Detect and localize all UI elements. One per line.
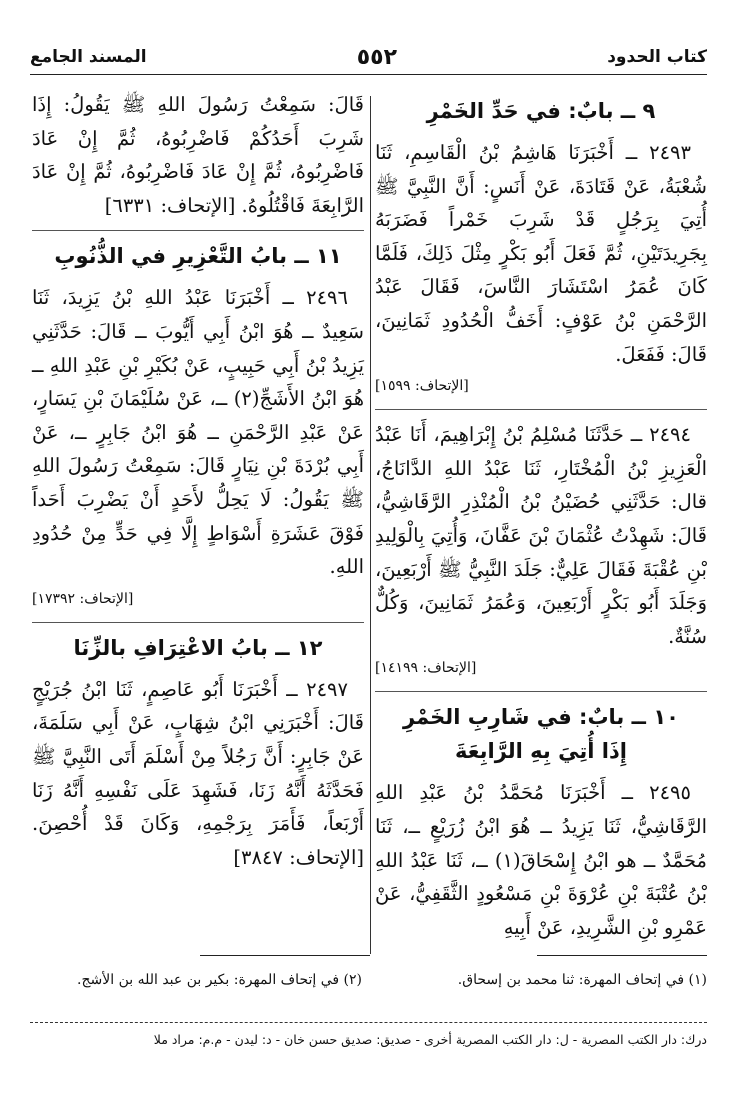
chapter-heading-10-line2: إِذَا أُتِيَ بِهِ الرَّابِعَةَ (455, 739, 627, 764)
divider (32, 622, 364, 623)
chapter-heading-12: ١٢ ــ بابُ الاعْتِرَافِ بالزِّنَا (73, 635, 323, 660)
divider (32, 230, 364, 231)
manuscript-sigla-legend: درك: دار الكتب المصرية - ل: دار الكتب المصرية أخرى - صديق: صديق حسن خان - د: ليدن - م.م: مراد ملا (153, 1032, 707, 1047)
chapter-heading-11: ١١ ــ بابُ التَّعْزِيرِ في الذُّنُوبِ (54, 244, 342, 269)
hadith-2494: ٢٤٩٤ ــ حَدَّثَنَا مُسْلِمُ بْنُ إِبْرَاهِيمَ، أَنَا عَبْدُ الْعَزِيزِ بْنُ الْمُخْتَارِ، ثَنَا عَبْدُ اللهِ الدَّانَاجُ، قال: حَدَّثَنِي حُضَيْنُ بْنُ الْمُنْذِرِ الرَّقَاشِيُّ، قَالَ: شَهِدْتُ عُثْمَانَ بْنَ عَفَّانَ، وَأُتِيَ بِالْوَلِيدِ بْنِ عُقْبَةَ فَقَالَ عَلِيٌّ: جَلَدَ النَّبِيُّ ﷺ أَرْبَعِينَ، وَجَلَدَ أَبُو بَكْرٍ أَرْبَعِينَ، وَعُمَرُ ثَمَانِينَ، وَكُلٌّ سُنَّةٌ. (375, 423, 707, 648)
hadith-2493: ٢٤٩٣ ــ أَخْبَرَنَا هَاشِمُ بْنُ الْقَاسِمِ، ثَنَا شُعْبَةُ، عَنْ قَتَادَةَ، عَنْ أَنَسٍ: أَنَّ النَّبِيَّ ﷺ أُتِيَ بِرَجُلٍ قَدْ شَرِبَ خَمْراً فَضَرَبَهُ بِجَرِيدَتَيْنِ، ثُمَّ فَعَلَ أَبُو بَكْرٍ مِثْلَ ذَلِكَ، فَلَمَّا كَانَ عُمَرُ اسْتَشَارَ النَّاسَ، فَقَالَ عَبْدُ الرَّحْمَنِ بْنُ عَوْفٍ: أَخَفُّ الْحُدُودِ ثَمَانِينَ، قَالَ: فَفَعَلَ. (375, 141, 707, 366)
left-column (32, 88, 364, 874)
footnote-1: (١) في إتحاف المهرة: ثنا محمد بن إسحاق. (457, 972, 707, 988)
ithaf-reference: [الإتحاف: ١٧٣٩٢] (32, 590, 134, 607)
footnote-rule (200, 955, 370, 956)
hadith-2496: ٢٤٩٦ ــ أَخْبَرَنَا عَبْدُ اللهِ بْنُ يَزِيدَ، ثَنَا سَعِيدٌ ــ هُوَ ابْنُ أَبِي أَيُّوبَ ــ قَالَ: حَدَّثَنِي يَزِيدُ بْنُ أَبِي حَبِيبٍ، عَنْ بُكَيْرِ بْنِ عَبْدِ اللهِ ــ هُوَ ابْنُ الأَشَجِّ(٢) ــ، عَنْ سُلَيْمَانَ بْنِ يَسَارٍ، عَنْ عَبْدِ الرَّحْمَنِ ــ هُوَ ابْنُ جَابِرٍ ــ، عَنْ أَبِي بُرْدَةَ بْنِ نِيَارٍ قَالَ: سَمِعْتُ رَسُولَ اللهِ ﷺ يَقُولُ: لَا يَحِلُّ لأَحَدٍ أَنْ يَضْرِبَ أَحَداً فَوْقَ عَشَرَةِ أَسْوَاطٍ إِلَّا فِي حَدٍّ مِنْ حُدُودِ اللهِ. (32, 286, 364, 579)
page-number: ٥٥٢ (356, 44, 398, 70)
chapter-heading-9: ٩ ــ بابٌ: في حَدِّ الخَمْرِ (426, 99, 656, 123)
chapter-heading-10: ١٠ ــ بابٌ: في شَارِبِ الخَمْرِ (403, 705, 679, 730)
imprint-rule (30, 1022, 707, 1023)
ithaf-reference: [الإتحاف: ١٥٩٩] (375, 378, 469, 395)
divider (375, 691, 707, 692)
divider (375, 409, 707, 410)
hadith-2495-continued: قَالَ: سَمِعْتُ رَسُولَ اللهِ ﷺ يَقُولُ: إِذَا شَرِبَ أَحَدُكُمْ فَاضْرِبُوهُ، ثُمَّ إِنْ عَادَ فَاضْرِبُوهُ، ثُمَّ إِنْ عَادَ فَاضْرِبُوهُ، ثُمَّ إِنْ عَادَ الرَّابِعَةَ فَاقْتُلُوهُ. [الإتحاف: ٦٣٣١] (32, 93, 364, 217)
column-divider (370, 96, 371, 954)
collection-title: المسند الجامع (30, 47, 147, 67)
right-column (375, 88, 707, 944)
hadith-2497: ٢٤٩٧ ــ أَخْبَرَنَا أَبُو عَاصِمٍ، ثَنَا ابْنُ جُرَيْجٍ قَالَ: أَخْبَرَنِي ابْنُ شِهَابٍ، عَنْ أَبِي سَلَمَةَ، عَنْ جَابِرٍ: أَنَّ رَجُلاً مِنْ أَسْلَمَ أَتَى النَّبِيَّ ﷺ فَحَدَّثَهُ أَنَّهُ زَنَا، فَشَهِدَ عَلَى نَفْسِهِ أَنَّهُ زَنَا أَرْبَعاً، فَأَمَرَ بِرَجْمِهِ، وَكَانَ قَدْ أُحْصِنَ. [الإتحاف: ٣٨٤٧] (32, 677, 364, 869)
footnote-rule (537, 955, 707, 956)
book-title: كتاب الحدود (607, 47, 707, 67)
page-header (30, 40, 707, 75)
footnote-2: (٢) في إتحاف المهرة: بكير بن عبد الله بن الأشج. (77, 972, 362, 988)
ithaf-reference: [الإتحاف: ١٤١٩٩] (375, 660, 477, 677)
hadith-2495: ٢٤٩٥ ــ أَخْبَرَنَا مُحَمَّدُ بْنُ عَبْدِ اللهِ الرَّقَاشِيُّ، ثَنَا يَزِيدُ ــ هُوَ ابْنُ زُرَيْعٍ ــ، ثَنَا مُحَمَّدٌ ــ هو ابْنُ إِسْحَاقَ(١) ــ، ثَنَا عَبْدُ اللهِ بْنُ عُتْبَةَ بْنِ عُرْوَةَ بْنِ مَسْعُودٍ الثَّقَفِيُّ، عَنْ عَمْرِو بْنِ الشَّرِيدِ، عَنْ أَبِيهِ (375, 781, 707, 939)
